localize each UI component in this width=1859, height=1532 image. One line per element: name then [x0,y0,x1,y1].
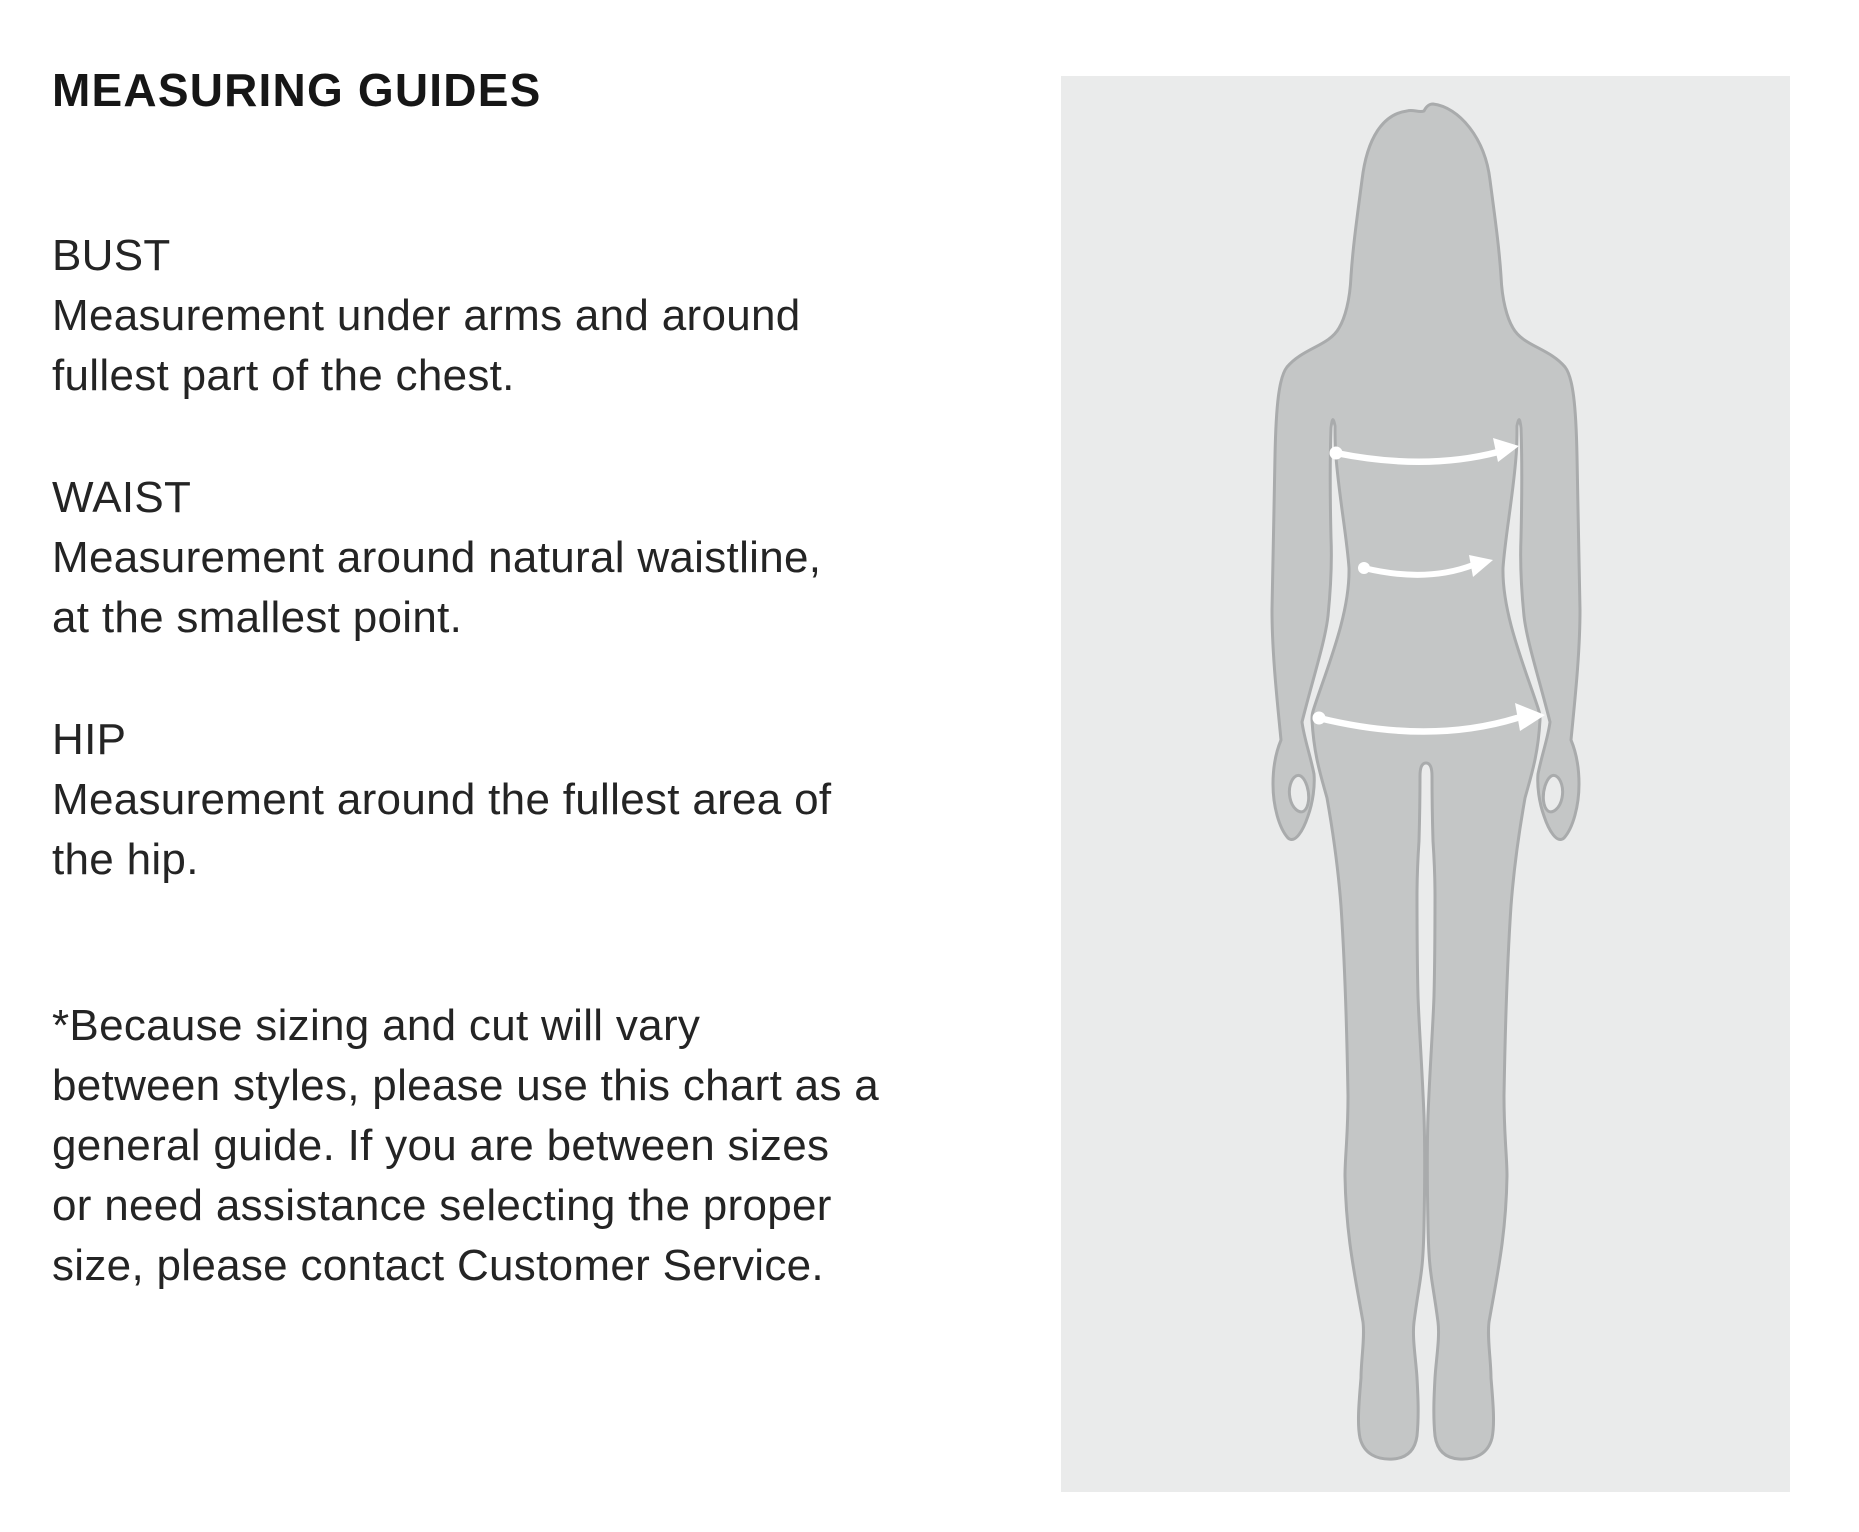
body-measurement-illustration [1061,76,1790,1492]
disclaimer-line: general guide. If you are between sizes [52,1121,830,1170]
silhouette-svg [1061,76,1790,1492]
hip-section [52,710,1012,890]
measuring-guides-section [52,64,1012,1296]
waist-section [52,468,1012,648]
waist-description-line: at the smallest point. [52,593,463,642]
hip-description-line: the hip. [52,835,199,884]
hip-description-line: Measurement around the fullest area of [52,775,832,824]
waist-description-line: Measurement around natural waistline, [52,533,822,582]
disclaimer-line: *Because sizing and cut will vary [52,1001,701,1050]
bust-section [52,226,1012,406]
bust-label: BUST [52,231,171,280]
bust-description-line: Measurement under arms and around [52,291,801,340]
page-title: MEASURING GUIDES [52,64,542,116]
disclaimer-line: size, please contact Customer Service. [52,1241,824,1290]
waist-label: WAIST [52,473,192,522]
disclaimer-line: between styles, please use this chart as a [52,1061,880,1110]
sizing-disclaimer [52,996,1012,1296]
bust-description-line: fullest part of the chest. [52,351,515,400]
hip-label: HIP [52,715,127,764]
disclaimer-line: or need assistance selecting the proper [52,1181,832,1230]
